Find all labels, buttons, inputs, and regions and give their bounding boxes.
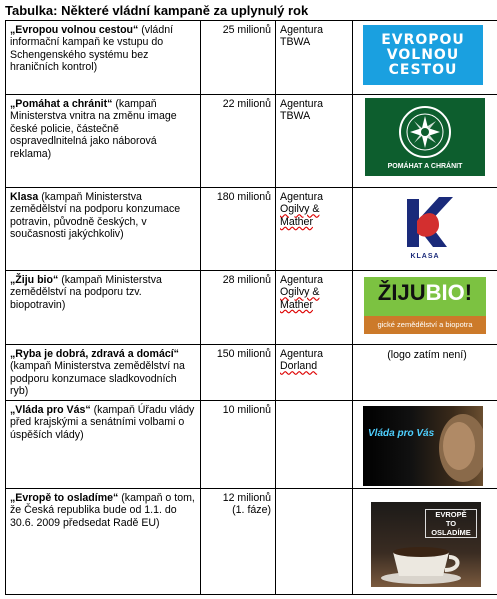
table-row xyxy=(6,271,497,345)
logo-line: EVROPOU xyxy=(381,31,465,48)
agency-name: Ogilvy & Mather xyxy=(280,286,320,311)
logo-cell xyxy=(353,95,497,188)
campaign-desc: (kampaň Ministerstva zemědělství na podporu konzumace potravin, původně českých, v současnosti jakýchkoliv) xyxy=(10,191,181,241)
campaign-cell xyxy=(6,188,201,271)
page-title: Tabulka: Některé vládní kampaně za uplynulý rok xyxy=(5,3,309,18)
amount-cell xyxy=(201,345,276,401)
amount-cell xyxy=(201,95,276,188)
agency-cell xyxy=(276,401,353,489)
amount-cell xyxy=(201,271,276,345)
logo-line: VOLNOU xyxy=(386,46,460,63)
logo-cell xyxy=(353,345,497,401)
agency-cell xyxy=(276,271,353,345)
campaign-name: „Evropou volnou cestou“ xyxy=(10,24,139,36)
amount: 28 milionů xyxy=(222,274,271,286)
campaign-cell xyxy=(6,21,201,95)
campaign-table xyxy=(5,20,497,595)
campaign-cell xyxy=(6,345,201,401)
agency-cell xyxy=(276,95,353,188)
agency-name: Ogilvy & Mather xyxy=(280,203,320,228)
amount-cell xyxy=(201,188,276,271)
amount: 150 milionů xyxy=(216,348,271,360)
amount-cell xyxy=(201,489,276,595)
logo-line: TO xyxy=(445,519,457,528)
campaign-desc: (kampaň o tom, že Česká republika bude od 1.1. do 30.6. 2009 předsedat Radě EU) xyxy=(10,492,195,529)
campaign-desc: (vládní informační kampaň ke vstupu do Schengenského systému bez hraničních kontrol) xyxy=(10,24,174,74)
klasa-k-icon xyxy=(395,191,455,253)
amount-note: (1. fáze) xyxy=(232,504,271,517)
logo-word: BIO xyxy=(425,280,465,305)
logo-cell xyxy=(353,21,497,95)
logo-caption: Vláda pro Vás xyxy=(368,428,435,439)
amount: 12 milionů xyxy=(222,492,271,504)
agency-label: Agentura xyxy=(280,191,323,203)
amount: 25 milionů xyxy=(222,24,271,36)
campaign-desc: (kampaň Ministerstva zemědělství na podporu tzv. biopotravin) xyxy=(10,274,162,311)
table-row xyxy=(6,95,497,188)
amount: 180 milionů xyxy=(216,191,271,203)
campaign-name: Klasa xyxy=(10,191,39,203)
logo-caption xyxy=(425,509,477,538)
klasa-logo xyxy=(395,191,455,263)
agency-label: Agentura xyxy=(280,24,323,36)
evrope-to-oslatime-logo xyxy=(371,502,481,587)
amount-cell xyxy=(201,21,276,95)
vlada-pro-vas-logo xyxy=(363,406,483,486)
logo-wordmark xyxy=(364,280,486,306)
logo-word: ŽIJU xyxy=(377,280,426,305)
agency-cell xyxy=(276,345,353,401)
agency-name: TBWA xyxy=(280,110,311,123)
campaign-name: „Vláda pro Vás“ xyxy=(10,404,91,416)
table-row xyxy=(6,21,497,95)
police-star-logo xyxy=(365,98,485,176)
agency-label: Agentura xyxy=(280,274,323,286)
campaign-name: „Žiju bio“ xyxy=(10,274,59,286)
agency-label: Agentura xyxy=(280,348,323,360)
campaign-desc: (kampaň Ministerstva vnitra na změnu image české policie, částečně ospravedlnitelná jako náborová reklama) xyxy=(10,98,177,160)
campaign-cell xyxy=(6,95,201,188)
table-row xyxy=(6,401,497,489)
logo-caption: KLASA xyxy=(410,252,440,260)
portrait-icon xyxy=(363,406,483,486)
agency-name: TBWA xyxy=(280,36,311,49)
campaign-name: „Pomáhat a chránit“ xyxy=(10,98,113,110)
logo-cell xyxy=(353,489,497,595)
campaign-name: „Evropě to osladíme“ xyxy=(10,492,119,504)
campaign-cell xyxy=(6,489,201,595)
campaign-name: „Ryba je dobrá, zdravá a domácí“ xyxy=(10,348,179,360)
table-row xyxy=(6,188,497,271)
ziju-bio-logo xyxy=(364,277,486,334)
agency-label: Agentura xyxy=(280,98,323,110)
agency-cell xyxy=(276,489,353,595)
logo-caption: POMÁHAT A CHRÁNIT xyxy=(387,162,463,170)
agency-cell xyxy=(276,21,353,95)
agency-cell xyxy=(276,188,353,271)
logo-cell xyxy=(353,271,497,345)
logo-mark: ! xyxy=(464,280,473,305)
agency-name: Dorland xyxy=(280,360,318,373)
logo-note: (logo zatím není) xyxy=(387,349,467,361)
logo-line: OSLADÍME xyxy=(431,528,471,537)
table-row xyxy=(6,345,497,401)
logo-line: CESTOU xyxy=(388,61,458,78)
amount: 10 milionů xyxy=(222,404,271,416)
logo-line: EVROPĚ xyxy=(435,510,467,519)
table-row xyxy=(6,489,497,595)
campaign-desc: (kampaň Ministerstva zemědělství na podporu konzumace sladkovodních ryb) xyxy=(10,360,185,398)
logo-cell xyxy=(353,188,497,271)
logo-cell xyxy=(353,401,497,489)
campaign-desc: (kampaň Úřadu vlády před krajskými a senátními volbami o úspěších vlády) xyxy=(10,404,195,441)
campaign-cell xyxy=(6,401,201,489)
campaign-cell xyxy=(6,271,201,345)
logo-strip: gické zemědělství a biopotra xyxy=(364,316,486,334)
evropou-volnou-cestou-logo xyxy=(363,25,483,85)
amount: 22 milionů xyxy=(222,98,271,110)
amount-cell xyxy=(201,401,276,489)
